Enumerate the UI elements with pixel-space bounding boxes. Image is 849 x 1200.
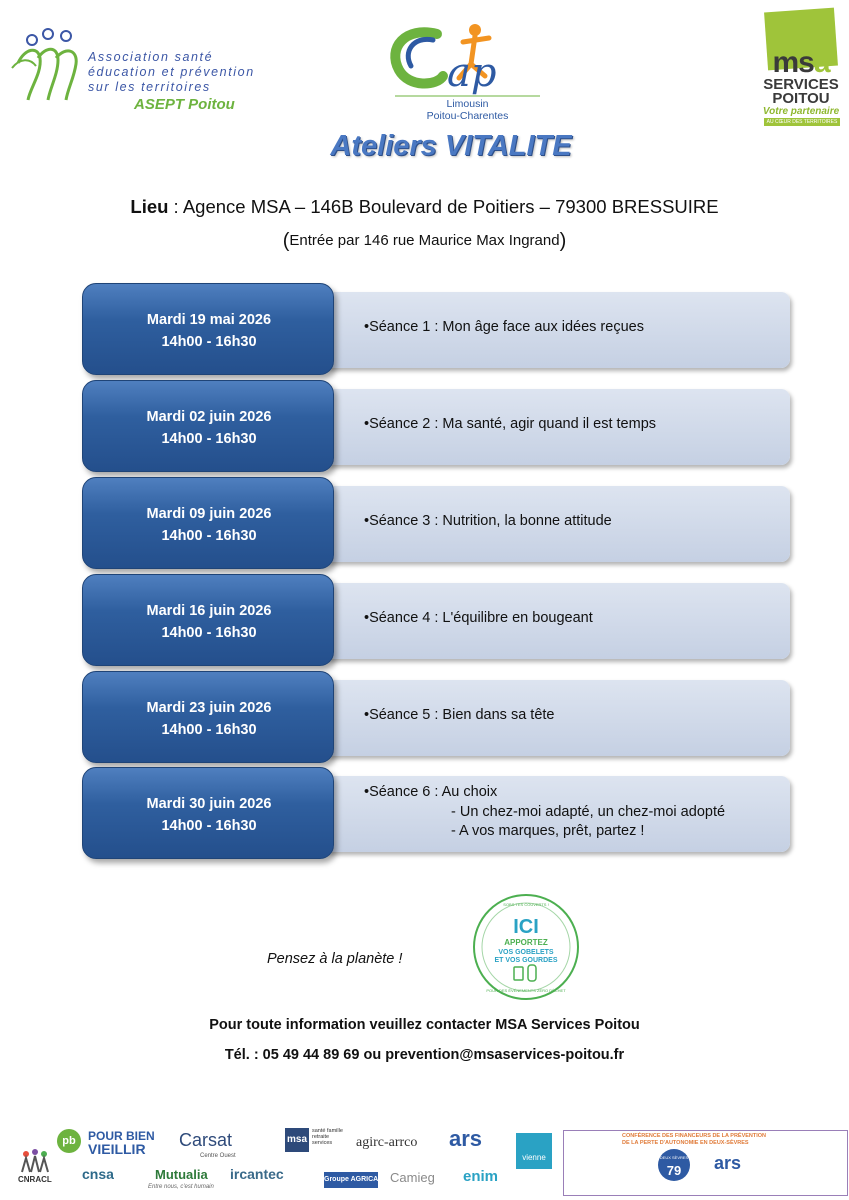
session-title: •Séance 2 : Ma santé, agir quand il est temps (364, 416, 657, 432)
session-date: Mardi 19 mai 2026 (146, 312, 272, 328)
location-line (0, 196, 849, 218)
deux-sevres-label: DEUX SÈVRES (659, 1155, 689, 1160)
mutualia-label: Mutualia (155, 1167, 208, 1182)
cap-logo (385, 20, 550, 120)
mutualia-sub: Entre nous, c'est humain (148, 1184, 214, 1190)
page-title: Ateliers VITALITE (330, 130, 572, 162)
session-title (364, 783, 725, 842)
session-time: 14h00 - 16h30 (161, 431, 257, 447)
ircantec-label: ircantec (230, 1166, 284, 1182)
msa-word: msa (772, 46, 830, 79)
contact-info-line: Pour toute information veuillez contacter MSA Services Poitou (209, 1017, 640, 1033)
msa-tagline: Votre partenaire (762, 106, 840, 117)
session-title: •Séance 3 : Nutrition, la bonne attitude (364, 513, 612, 529)
agirc-arrco-label: agirc-arrco (356, 1135, 418, 1150)
contact-phone-email: Tél. : 05 49 44 89 69 ou prevention@msaservices-poitou.fr (224, 1047, 625, 1063)
pbv-badge-icon: pb (57, 1129, 81, 1153)
cap-sub-2: Poitou-Charentes (426, 110, 509, 122)
conference-box (563, 1130, 848, 1196)
session-row (82, 283, 790, 375)
msa-services-logo (760, 10, 842, 125)
ici-bottom-arc: POUR DES ÉVÉNEMENTS ZÉRO DÉCHET (486, 988, 566, 993)
cnracl-label: CNRACL (18, 1175, 52, 1184)
ars-2-label: ars (714, 1153, 742, 1173)
cap-sub-1: Limousin (446, 98, 489, 110)
location-label: Lieu (130, 196, 169, 217)
session-date-panel (82, 380, 334, 472)
msa-services-text: SERVICES POITOU (763, 76, 839, 107)
cnsa-label: cnsa (82, 1166, 114, 1182)
ici-line-2: VOS GOBELETS (498, 949, 554, 956)
session-row (82, 477, 790, 569)
session-date: Mardi 02 juin 2026 (146, 409, 272, 425)
asept-logo (10, 28, 255, 118)
deux-sevres-number: 79 (666, 1163, 682, 1178)
session-title: •Séance 4 : L'équilibre en bougeant (364, 610, 593, 626)
asept-people-icon (10, 28, 90, 108)
session-row (82, 767, 790, 859)
agrica-label: Groupe AGRICA (324, 1172, 378, 1188)
session-title: •Séance 5 : Bien dans sa tête (364, 707, 555, 723)
msa-tagline-2: AU CŒUR DES TERRITOIRES (764, 118, 840, 126)
session-option-1: - Un chez-moi adapté, un chez-moi adopté (451, 803, 726, 820)
session-time: 14h00 - 16h30 (161, 334, 257, 350)
session-time: 14h00 - 16h30 (161, 722, 257, 738)
camieg-label: Camieg (390, 1170, 435, 1185)
pbv-line-2: VIEILLIR (88, 1141, 146, 1157)
session-date-panel (82, 767, 334, 859)
session-date: Mardi 23 juin 2026 (146, 700, 272, 716)
session-time: 14h00 - 16h30 (161, 528, 257, 544)
asept-name: ASEPT Poitou (134, 96, 235, 113)
location-text: : Agence MSA – 146B Boulevard de Poitiers – 79300 BRESSUIRE (168, 196, 719, 217)
partners-footer (0, 1120, 849, 1200)
asept-line-3: sur les territoires (88, 80, 211, 94)
pbv-line-1: POUR BIEN (88, 1129, 155, 1143)
entrance-text: Entrée par 146 rue Maurice Max Ingrand (289, 232, 560, 249)
planet-message: Pensez à la planète ! (267, 951, 403, 967)
vienne-label: vienne (516, 1133, 552, 1169)
ici-line-1: APPORTEZ (504, 938, 548, 947)
session-date: Mardi 09 juin 2026 (146, 506, 272, 522)
session-date: Mardi 30 juin 2026 (146, 796, 272, 812)
carsat-sub: Centre Ouest (200, 1153, 236, 1159)
session-date-panel (82, 477, 334, 569)
eco-cup-badge-icon (472, 893, 580, 1001)
conference-line-1: CONFÉRENCE DES FINANCEURS DE LA PRÉVENTION (622, 1133, 767, 1139)
session-title-main: •Séance 6 : Au choix (364, 784, 498, 800)
session-row (82, 671, 790, 763)
session-date-panel (82, 671, 334, 763)
ici-big: ICI (513, 916, 539, 938)
enim-label: enim (463, 1168, 499, 1185)
cap-mark-icon (385, 20, 550, 100)
session-time: 14h00 - 16h30 (161, 818, 257, 834)
ars-label: ars (449, 1126, 483, 1151)
ici-line-3: ET VOS GOURDES (494, 957, 558, 964)
cnracl-people-icon (18, 1148, 52, 1174)
ici-badge (472, 893, 580, 1001)
session-row (82, 380, 790, 472)
msa-small-logo: msa (285, 1128, 309, 1152)
svg-text:ap: ap (447, 50, 497, 96)
conference-line-2: DE LA PERTE D'AUTONOMIE EN DEUX-SÈVRES (622, 1140, 749, 1146)
msa-small-sub: santé famille retraite services (312, 1128, 343, 1146)
deux-sevres-badge (658, 1149, 690, 1181)
session-option-2: - A vos marques, prêt, partez ! (451, 823, 645, 839)
session-date: Mardi 16 juin 2026 (146, 603, 272, 619)
entrance-line: (Entrée par 146 rue Maurice Max Ingrand) (282, 230, 567, 252)
session-row (82, 574, 790, 666)
session-date-panel (82, 574, 334, 666)
session-date-panel (82, 283, 334, 375)
asept-line-1: Association santé (88, 50, 214, 64)
session-time: 14h00 - 16h30 (161, 625, 257, 641)
carsat-label: Carsat (179, 1130, 233, 1150)
ici-top-arc: SOBS TES COUVERTS ! (503, 902, 549, 907)
session-title: •Séance 1 : Mon âge face aux idées reçues (364, 319, 644, 335)
asept-line-2: éducation et prévention (88, 65, 255, 79)
